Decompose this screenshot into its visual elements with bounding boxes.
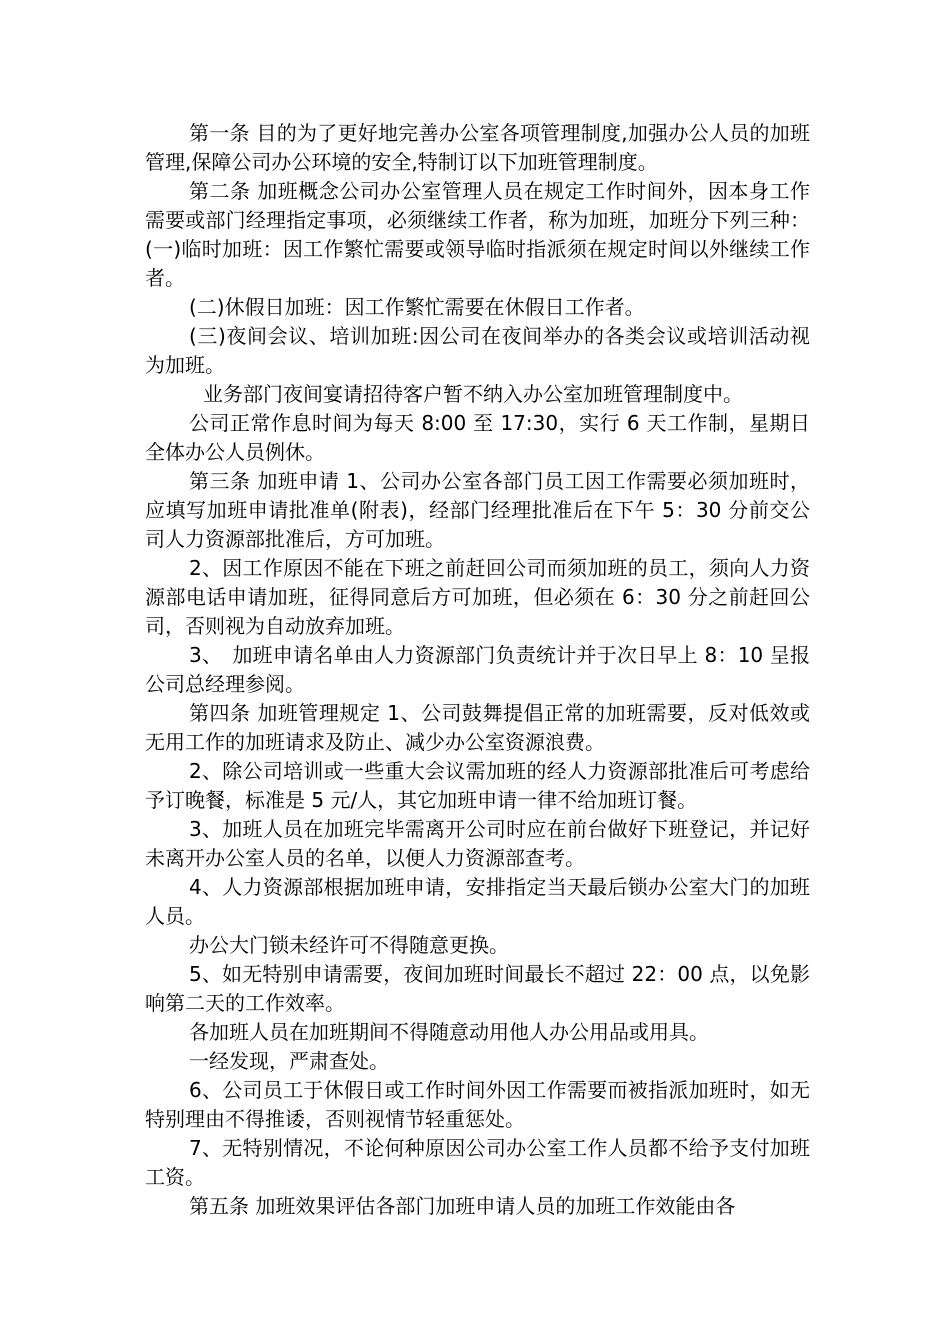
paragraph-article-4-item-4: 4、人力资源部根据加班申请，安排指定当天最后锁办公室大门的加班人员。 — [145, 875, 810, 928]
paragraph-article-4-item-2: 2、除公司培训或一些重大会议需加班的经人力资源部批准后可考虑给予订晚餐，标准是 5 元/人，其它加班申请一律不给加班订餐。 — [145, 759, 810, 812]
paragraph-night-meeting-overtime: (三)夜间会议、培训加班:因公司在夜间举办的各类会议或培训活动视为加班。 — [145, 324, 810, 377]
paragraph-article-4: 第四条 加班管理规定 1、公司鼓舞提倡正常的加班需要，反对低效或无用工作的加班请求及防止、减少办公室资源浪费。 — [145, 701, 810, 754]
paragraph-article-5: 第五条 加班效果评估各部门加班申请人员的加班工作效能由各 — [189, 1194, 736, 1218]
paragraph-door-lock: 办公大门锁未经许可不得随意更换。 — [189, 933, 509, 957]
paragraph-working-hours: 公司正常作息时间为每天 8:00 至 17:30，实行 6 天工作制，星期日全体办公人员例休。 — [145, 411, 810, 464]
paragraph-business-entertainment: 业务部门夜间宴请招待客户暂不纳入办公室加班管理制度中。 — [203, 382, 743, 406]
paragraph-article-3-item-3: 3、 加班申请名单由人力资源部门负责统计并于次日早上 8：10 呈报公司总经理参阅。 — [145, 643, 810, 696]
paragraph-holiday-overtime: (二)休假日加班：因工作繁忙需要在休假日工作者。 — [189, 295, 645, 319]
document-body — [145, 119, 810, 1221]
paragraph-article-4-item-7: 7、无特别情况，不论何种原因公司办公室工作人员都不给予支付加班工资。 — [145, 1136, 810, 1189]
paragraph-article-3: 第三条 加班申请 1、公司办公室各部门员工因工作需要必须加班时，应填写加班申请批准单(附表)，经部门经理批准后在下午 5：30 分前交公司人力资源部批准后，方可加班。 — [145, 469, 810, 551]
paragraph-article-2: 第二条 加班概念公司办公室管理人员在规定工作时间外，因本身工作需要或部门经理指定事项，必须继续工作者，称为加班，加班分下列三种：(一)临时加班：因工作繁忙需要或领导临时指派须在规定时间以外继续工作者。 — [145, 179, 810, 290]
paragraph-strict-handling: 一经发现，严肃查处。 — [189, 1049, 389, 1073]
paragraph-article-4-item-3: 3、加班人员在加班完毕需离开公司时应在前台做好下班登记，并记好未离开办公室人员的名单，以便人力资源部查考。 — [145, 817, 810, 870]
paragraph-office-supplies: 各加班人员在加班期间不得随意动用他人办公用品或用具。 — [189, 1020, 709, 1044]
paragraph-article-1: 第一条 目的为了更好地完善办公室各项管理制度,加强办公人员的加班管理,保障公司办公环境的安全,特制订以下加班管理制度。 — [145, 121, 810, 174]
paragraph-article-3-item-2: 2、因工作原因不能在下班之前赶回公司而须加班的员工，须向人力资源部电话申请加班，征得同意后方可加班，但必须在 6：30 分之前赶回公司，否则视为自动放弃加班。 — [145, 556, 810, 638]
paragraph-article-4-item-6: 6、公司员工于休假日或工作时间外因工作需要而被指派加班时，如无特别理由不得推诿，否则视情节轻重惩处。 — [145, 1078, 810, 1131]
paragraph-article-4-item-5: 5、如无特别申请需要，夜间加班时间最长不超过 22：00 点，以免影响第二天的工作效率。 — [145, 962, 810, 1015]
